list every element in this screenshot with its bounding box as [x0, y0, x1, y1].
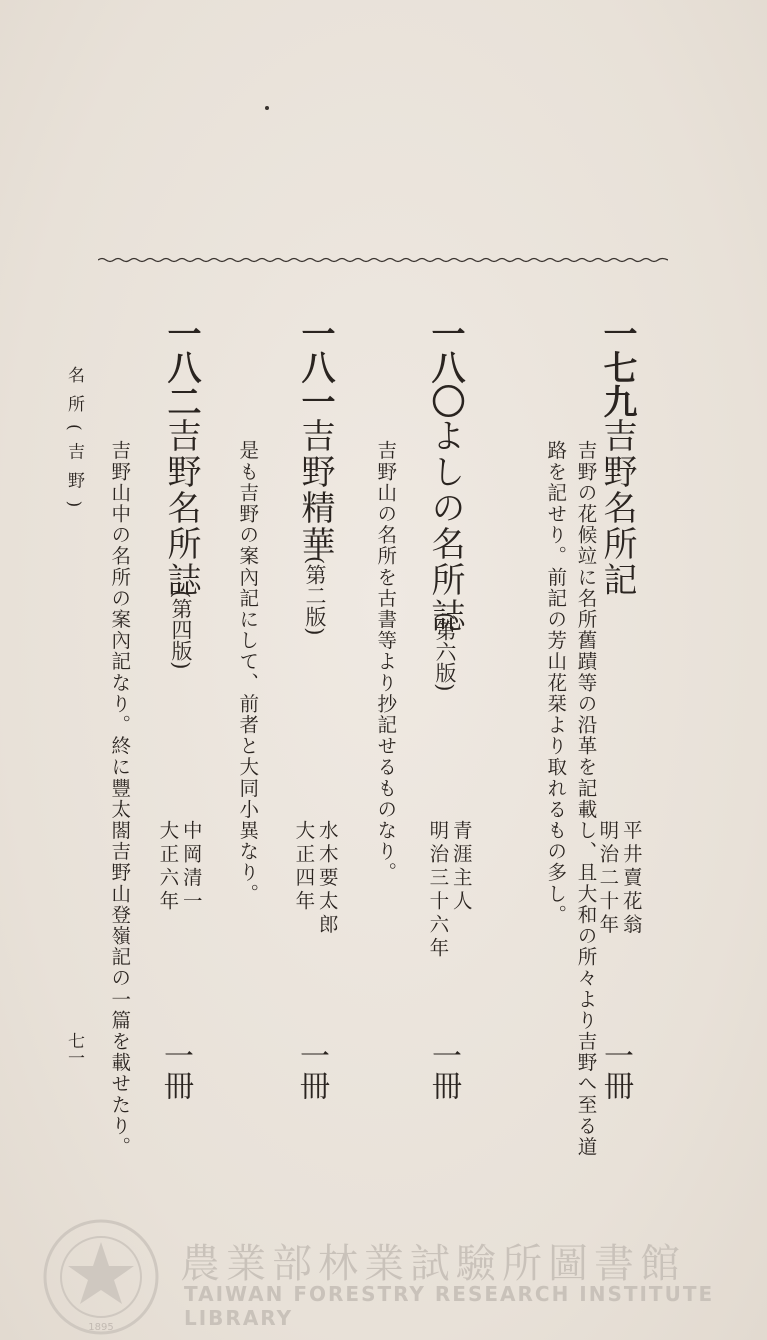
- watermark-library-name: 農業部林業試驗所圖書館: [180, 1241, 686, 1287]
- entry-author: [596, 820, 643, 938]
- author-year: 大正四年: [292, 820, 316, 914]
- entry-title: 吉野名所記: [597, 418, 637, 598]
- entry-description: [540, 440, 600, 1157]
- description-line: 路を記せり。前記の芳山花栞より取れるもの多し。: [544, 440, 568, 926]
- page-number: 七一: [64, 1032, 84, 1066]
- entry-edition: (第二版): [303, 556, 327, 636]
- description-line: 吉野山中の名所の案內記なり。終に豐太閤吉野山登嶺記の一篇を載せたり。: [108, 440, 132, 1158]
- entry-author: [156, 820, 203, 914]
- entry-edition: (第四版): [169, 590, 193, 670]
- description-line: 是も吉野の案內記にして、前者と大同小異なり。: [236, 440, 260, 905]
- entry-number: 一八一: [295, 316, 335, 418]
- volume-count: 一冊: [598, 1040, 633, 1100]
- entry-number: 一七九: [597, 316, 637, 418]
- entry-author: [426, 820, 473, 961]
- entry-description: [232, 440, 262, 904]
- watermark-library-name-en: TAIWAN FORESTRY RESEARCH INSTITUTE LIBRARY: [184, 1282, 715, 1330]
- description-line: 吉野の花候竝に名所舊蹟等の沿革を記載し、且大和の所々より吉野へ至る道: [574, 440, 598, 1158]
- speck: [265, 106, 269, 110]
- volume-count: 一冊: [294, 1040, 329, 1100]
- entry-description: [104, 440, 134, 1157]
- seal-year: 1895: [88, 1322, 114, 1333]
- entry-title: 吉野名所誌: [161, 418, 201, 598]
- entry-number: 一八〇: [425, 316, 465, 418]
- entry-number: 一八二: [161, 316, 201, 418]
- wavy-rule: [98, 256, 668, 264]
- author-year: 大正六年: [156, 820, 180, 914]
- entry-title: 吉野精華: [295, 418, 335, 562]
- institute-seal-icon: [42, 1218, 160, 1336]
- author-year: 明治二十年: [596, 820, 620, 938]
- entry-description: [370, 440, 400, 883]
- author-name: 中岡清一: [179, 820, 203, 914]
- entry-author: [292, 820, 339, 938]
- volume-count: 一冊: [158, 1040, 193, 1100]
- description-line: 吉野山の名所を古書等より抄記せるものなり。: [374, 440, 398, 884]
- entry-edition: (第六版): [433, 612, 457, 692]
- volume-count: 一冊: [426, 1040, 461, 1100]
- author-year: 明治三十六年: [426, 820, 450, 961]
- author-name: 平井賣花翁: [619, 820, 643, 938]
- author-name: 青涯主人: [449, 820, 473, 914]
- entry-title: よしの名所誌: [425, 418, 465, 634]
- author-name: 水木要太郎: [315, 820, 339, 938]
- running-header: 名所(吉野): [64, 366, 84, 520]
